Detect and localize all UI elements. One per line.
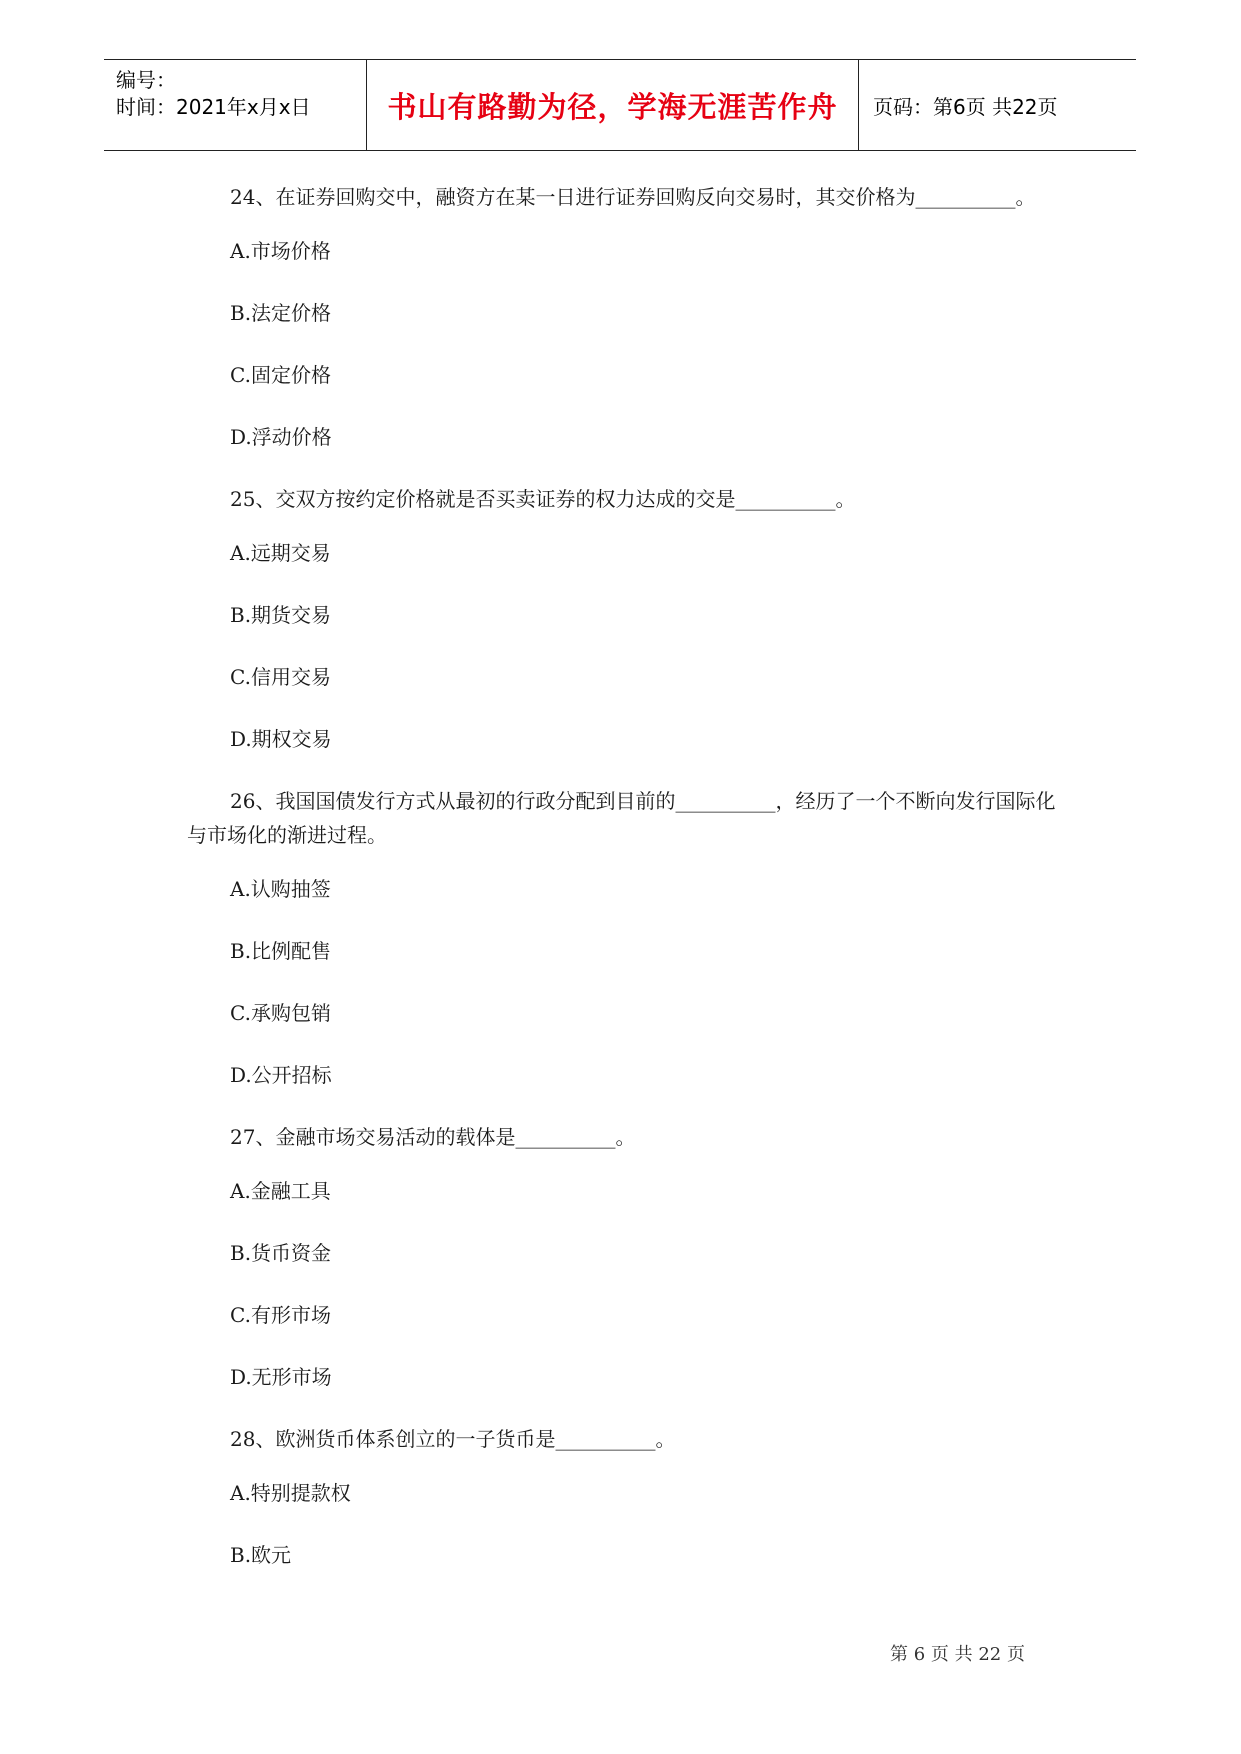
option-b: B.比例配售: [230, 939, 332, 963]
option-b: B.货币资金: [230, 1241, 332, 1265]
option-a: A.特别提款权: [230, 1481, 351, 1505]
option-b: B.法定价格: [230, 301, 332, 325]
option-d: D.无形市场: [230, 1365, 332, 1389]
option-a: A.认购抽签: [230, 877, 331, 901]
question-text: 27、金融市场交易活动的载体是__________。: [230, 1125, 636, 1149]
question-25: [187, 482, 1057, 756]
header-motto-cell: [367, 60, 859, 150]
question-text: 28、欧洲货币体系创立的一子货币是__________。: [230, 1427, 676, 1451]
option-b: B.欧元: [230, 1543, 292, 1567]
option-c: C.有形市场: [230, 1303, 331, 1327]
option-a: A.市场价格: [230, 239, 331, 263]
question-26: [187, 784, 1057, 1092]
page-header: [104, 59, 1136, 151]
option-c: C.承购包销: [230, 1001, 331, 1025]
option-c: C.信用交易: [230, 665, 331, 689]
header-left-cell: [104, 60, 367, 150]
question-27: [187, 1120, 1057, 1394]
question-list: [187, 180, 1057, 1600]
option-d: D.公开招标: [230, 1063, 332, 1087]
question-text: 25、交双方按约定价格就是否买卖证券的权力达成的交是__________。: [230, 487, 856, 511]
motto-text: 书山有路勤为径，学海无涯苦作舟: [387, 89, 838, 124]
option-b: B.期货交易: [230, 603, 332, 627]
option-d: D.期权交易: [230, 727, 332, 751]
option-a: A.金融工具: [230, 1179, 331, 1203]
question-text: 26、我国国债发行方式从最初的行政分配到目前的__________，经历了一个不断向发行国际化与市场化的渐进过程。: [187, 789, 1056, 847]
time-label: 时间：2021年x月x日: [116, 95, 311, 119]
page-footer: 第 6 页 共 22 页: [890, 1644, 1025, 1665]
option-d: D.浮动价格: [230, 425, 332, 449]
question-text: 24、在证券回购交中，融资方在某一日进行证券回购反向交易时，其交价格为__________。: [230, 185, 1036, 209]
header-right-cell: [859, 60, 1136, 150]
option-a: A.远期交易: [230, 541, 331, 565]
page-info: 页码：第6页 共22页: [873, 94, 1058, 119]
number-label: 编号：: [116, 68, 176, 92]
option-c: C.固定价格: [230, 363, 331, 387]
question-28: [187, 1422, 1057, 1572]
question-24: [187, 180, 1057, 454]
